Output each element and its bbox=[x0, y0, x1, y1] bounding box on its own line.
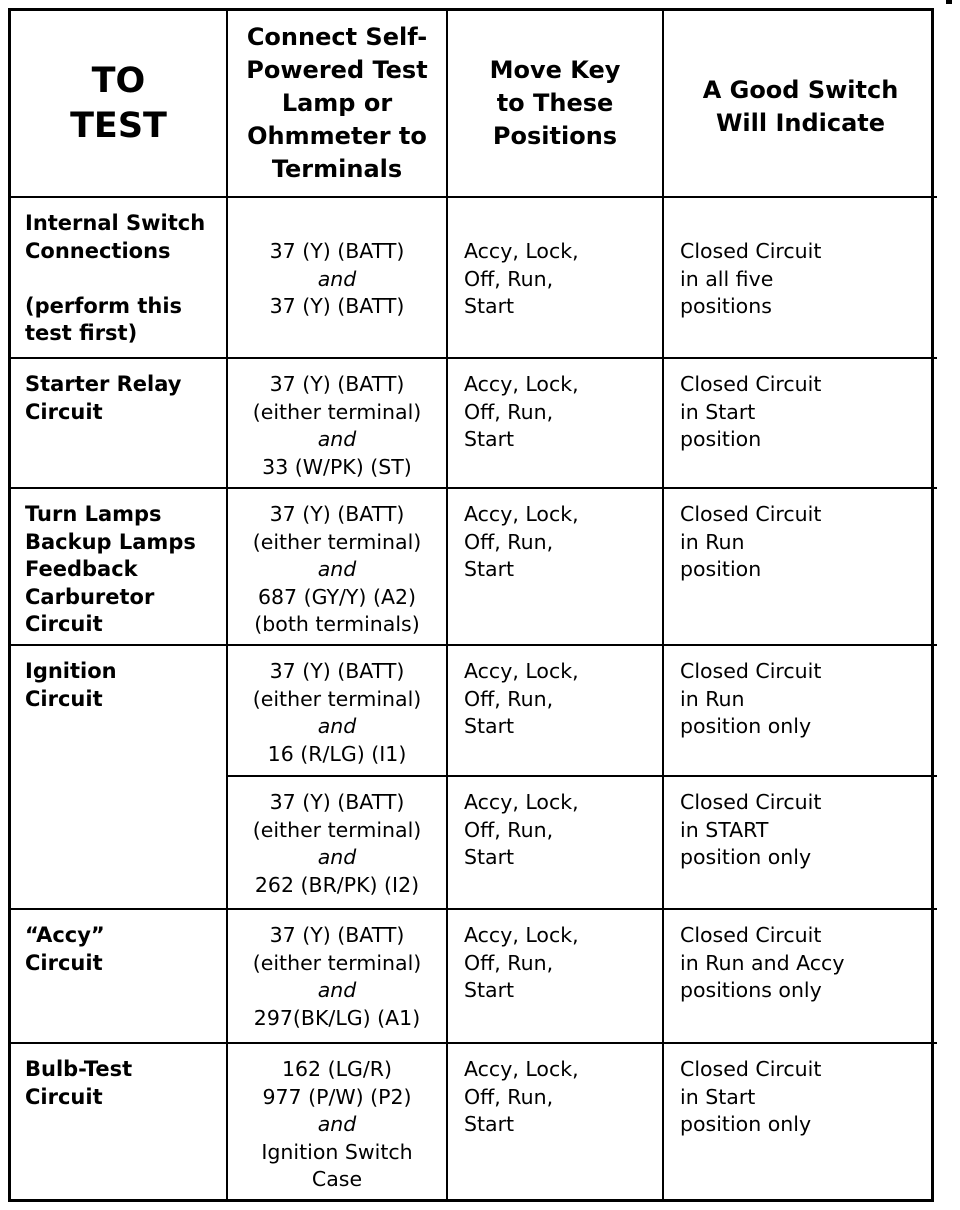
terminal-line: 297(BK/LG) (A1) bbox=[253, 1005, 421, 1030]
test-name: “Accy” Circuit bbox=[11, 909, 227, 1043]
switch-result: Closed Circuit in Run position only bbox=[663, 645, 937, 776]
test-name: Ignition Circuit bbox=[11, 645, 227, 909]
header-good-switch: A Good Switch Will Indicate bbox=[663, 11, 937, 197]
terminal-line: (either terminal) bbox=[252, 817, 422, 842]
switch-result: Closed Circuit in all five positions bbox=[663, 197, 937, 358]
terminals-cell bbox=[227, 197, 447, 358]
key-positions: Accy, Lock, Off, Run, Start bbox=[447, 909, 663, 1043]
table-row bbox=[11, 197, 937, 358]
test-name: Bulb-Test Circuit bbox=[11, 1043, 227, 1199]
terminal-line: 37 (Y) (BATT) bbox=[269, 659, 405, 683]
terminal-line: 37 (Y) (BATT) bbox=[269, 923, 405, 947]
terminal-line: 262 (BR/PK) (I2) bbox=[254, 872, 420, 897]
terminals-cell bbox=[227, 1043, 447, 1199]
terminal-line: Case bbox=[311, 1167, 363, 1191]
key-positions: Accy, Lock, Off, Run, Start bbox=[447, 197, 663, 358]
header-to-test: TO TEST bbox=[11, 11, 227, 197]
test-name: Internal Switch Connections (perform this test first) bbox=[11, 197, 227, 358]
switch-result: Closed Circuit in Start position only bbox=[663, 1043, 937, 1199]
key-positions: Accy, Lock, Off, Run, Start bbox=[447, 358, 663, 488]
terminal-line: and bbox=[317, 427, 357, 451]
terminals-cell bbox=[227, 909, 447, 1043]
terminal-line: 16 (R/LG) (I1) bbox=[267, 741, 407, 766]
table-row bbox=[11, 909, 937, 1043]
terminal-line: (either terminal) bbox=[252, 399, 422, 424]
test-name: Starter Relay Circuit bbox=[11, 358, 227, 488]
key-positions: Accy, Lock, Off, Run, Start bbox=[447, 488, 663, 645]
key-positions: Accy, Lock, Off, Run, Start bbox=[447, 645, 663, 776]
terminals-cell bbox=[227, 645, 447, 776]
terminal-line: and bbox=[317, 557, 357, 581]
terminal-line: and bbox=[317, 845, 357, 869]
terminal-line: (either terminal) bbox=[252, 950, 422, 975]
terminal-line: and bbox=[317, 978, 357, 1002]
terminal-line: 37 (Y) (BATT) bbox=[269, 372, 405, 396]
switch-result: Closed Circuit in Run position bbox=[663, 488, 937, 645]
key-positions: Accy, Lock, Off, Run, Start bbox=[447, 776, 663, 909]
terminals-cell bbox=[227, 488, 447, 645]
terminal-line: 33 (W/PK) (ST) bbox=[262, 454, 412, 479]
table-row bbox=[11, 1043, 937, 1199]
switch-result: Closed Circuit in Start position bbox=[663, 358, 937, 488]
header-row bbox=[11, 11, 937, 197]
header-move-key: Move Key to These Positions bbox=[447, 11, 663, 197]
terminal-line: 37 (Y) (BATT) bbox=[269, 790, 405, 814]
terminal-line: 37 (Y) (BATT) bbox=[269, 294, 405, 318]
terminal-line: Ignition Switch bbox=[261, 1139, 413, 1164]
test-name: Turn Lamps Backup Lamps Feedback Carburetor Circuit bbox=[11, 488, 227, 645]
table-row bbox=[11, 645, 937, 776]
switch-result: Closed Circuit in Run and Accy positions only bbox=[663, 909, 937, 1043]
terminal-line: 162 (LG/R) bbox=[281, 1057, 393, 1081]
key-positions: Accy, Lock, Off, Run, Start bbox=[447, 1043, 663, 1199]
header-connect-terminals: Connect Self- Powered Test Lamp or Ohmmeter to Terminals bbox=[227, 11, 447, 197]
terminal-line: 977 (P/W) (P2) bbox=[262, 1084, 412, 1109]
terminal-line: 37 (Y) (BATT) bbox=[269, 502, 405, 526]
terminal-line: and bbox=[317, 266, 357, 291]
terminal-line: 37 (Y) (BATT) bbox=[269, 239, 405, 263]
terminal-line: and bbox=[317, 714, 357, 738]
terminal-line: (either terminal) bbox=[252, 529, 422, 554]
terminals-cell bbox=[227, 358, 447, 488]
terminals-cell bbox=[227, 776, 447, 909]
terminal-line: and bbox=[317, 1112, 357, 1136]
table-row bbox=[11, 358, 937, 488]
switch-result: Closed Circuit in START position only bbox=[663, 776, 937, 909]
terminal-line: 687 (GY/Y) (A2) bbox=[257, 584, 417, 609]
corner-mark bbox=[946, 0, 952, 4]
table-row bbox=[11, 488, 937, 645]
terminal-line: (either terminal) bbox=[252, 686, 422, 711]
terminal-line: (both terminals) bbox=[254, 612, 420, 636]
ignition-switch-test-table bbox=[8, 8, 934, 1202]
